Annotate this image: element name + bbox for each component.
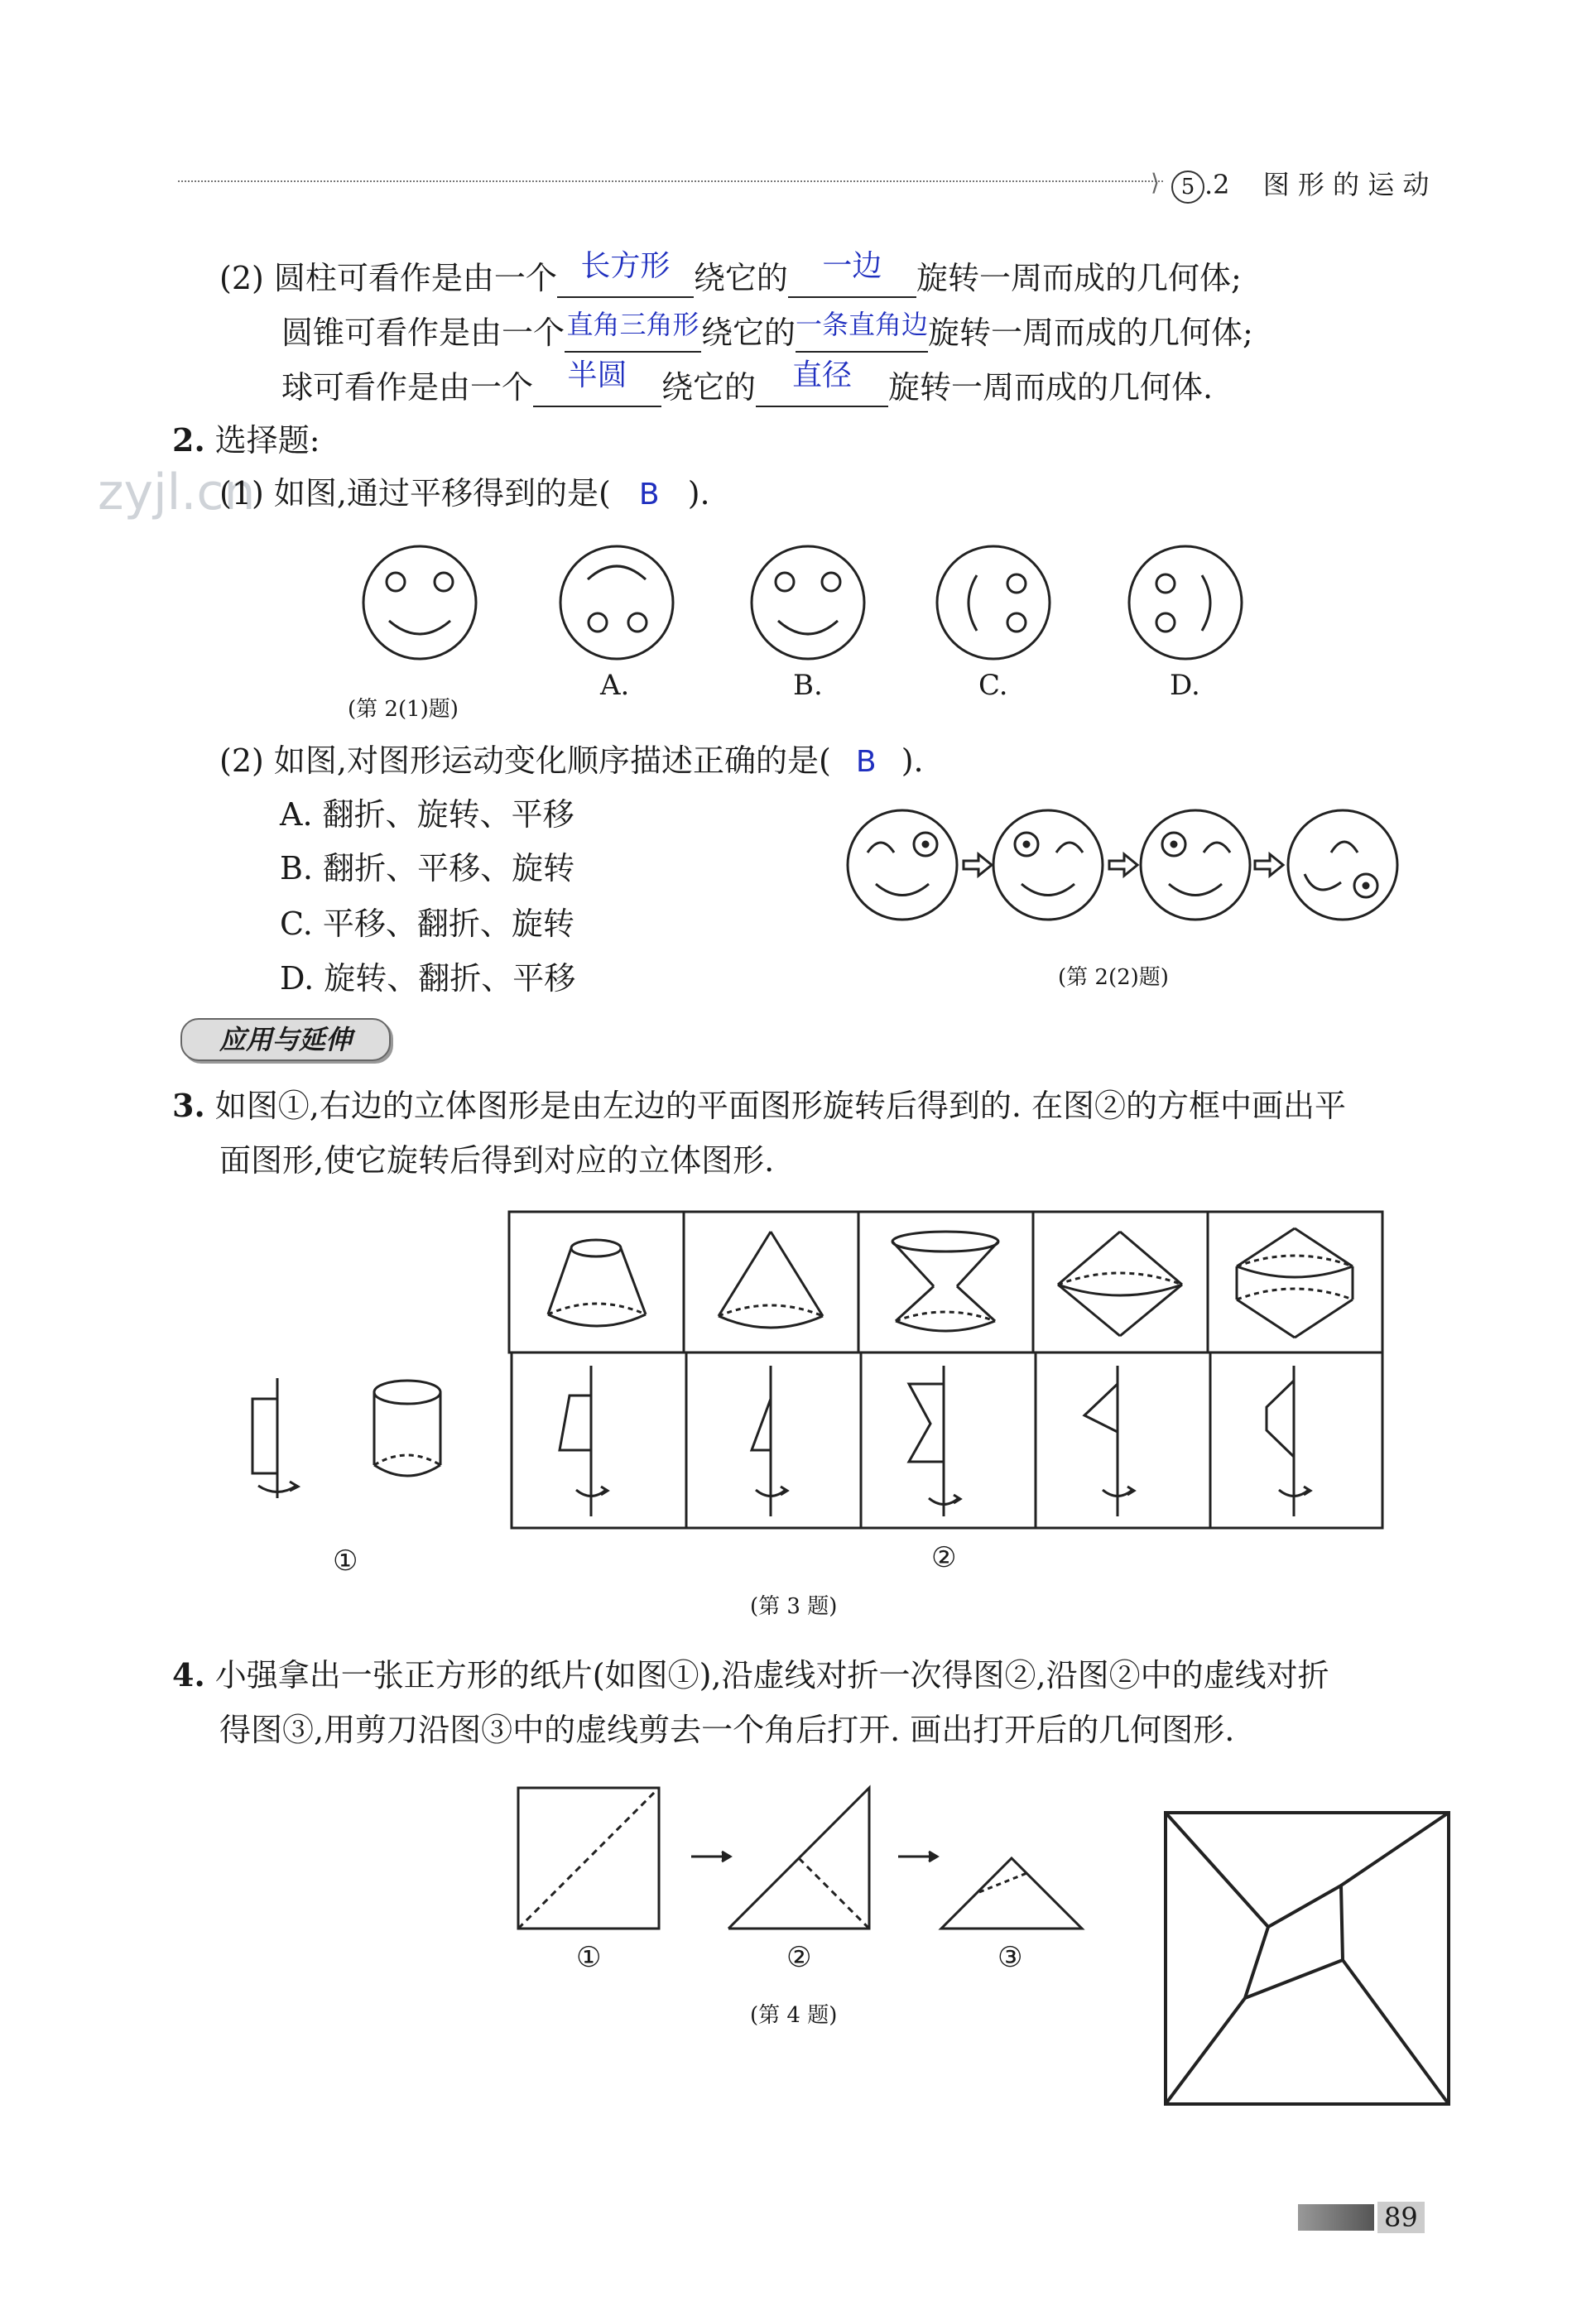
q2-2-option-d: D. 旋转、翻折、平移 xyxy=(280,960,576,997)
section-number-circle: 5 xyxy=(1171,171,1204,204)
option-label-b: B. xyxy=(793,669,823,702)
answer-text-4: 一条直角边 xyxy=(796,309,929,340)
q1-2-l3b: 绕它的 xyxy=(661,369,757,406)
q1-2-l2a: 圆锥可看作是由一个 xyxy=(281,315,565,351)
q4-line2: 得图③,用剪刀沿图③中的虚线剪去一个角后打开. 画出打开后的几何图形. xyxy=(219,1712,1235,1748)
q3-label-2: ② xyxy=(931,1541,957,1574)
seq-face-2 xyxy=(993,810,1103,920)
seq-face-1 xyxy=(848,810,957,920)
fig4-arrow-1 xyxy=(691,1852,730,1862)
seq-face-3 xyxy=(1141,810,1250,920)
q2-2-option-c: C. 平移、翻折、旋转 xyxy=(280,906,574,942)
q4-caption: (第 4 题) xyxy=(750,2003,838,2028)
seq-arrow-1 xyxy=(964,854,992,876)
q2-1-question xyxy=(219,473,710,515)
q4-line1 xyxy=(172,1655,1329,1695)
q2-2-text: (2) 如图,对图形运动变化顺序描述正确的是( xyxy=(219,742,831,779)
seq-arrow-2 xyxy=(1109,854,1137,876)
q4-label-2: ② xyxy=(786,1941,812,1974)
answer-text-3: 直角三角形 xyxy=(566,309,699,340)
answer-text-2: 一边 xyxy=(822,249,882,283)
q1-2-l1c: 旋转一周而成的几何体; xyxy=(916,260,1242,296)
q2-2-option-a: A. 翻折、旋转、平移 xyxy=(280,796,574,833)
section-banner xyxy=(180,1018,391,1061)
q1-2-line2 xyxy=(281,311,1253,353)
option-label-d: D. xyxy=(1170,669,1200,702)
q3-line1 xyxy=(172,1086,1346,1126)
face-option-b xyxy=(752,546,864,659)
q2-1-close: ). xyxy=(687,475,710,512)
q2-title: 选择题: xyxy=(214,422,320,459)
face-original xyxy=(363,546,476,659)
solid-double-frustum xyxy=(892,1232,998,1331)
q4-label-1: ① xyxy=(576,1941,602,1974)
answer-text-6: 直径 xyxy=(792,358,853,392)
answer-shape-2 xyxy=(752,1366,787,1516)
q2-2-close: ). xyxy=(901,742,924,779)
header-rule xyxy=(178,180,1163,182)
answer-shape-3 xyxy=(909,1366,960,1516)
q2-2-caption: (第 2(2)题) xyxy=(1058,965,1169,990)
section-heading xyxy=(1171,164,1429,204)
fig3-table-bottom xyxy=(512,1352,1382,1528)
fig3-rectangle-axis xyxy=(252,1378,298,1498)
q2-1-text: (1) 如图,通过平移得到的是( xyxy=(219,475,611,512)
option-label-c: C. xyxy=(978,669,1008,702)
fig3-cylinder xyxy=(374,1381,440,1476)
q2-2-option-b: B. 翻折、平移、旋转 xyxy=(280,850,575,886)
page-number-bar xyxy=(1298,2204,1374,2231)
face-option-d xyxy=(1129,546,1242,659)
answer-blank-2 xyxy=(788,249,916,298)
q2-1-caption: (第 2(1)题) xyxy=(348,697,459,722)
q2-1-answer: B xyxy=(638,478,660,512)
q1-2-l2b: 绕它的 xyxy=(701,315,796,351)
answer-blank-5 xyxy=(533,358,661,407)
q1-2-line1 xyxy=(219,249,1242,298)
answer-text-5: 半圆 xyxy=(567,358,627,392)
face-option-a xyxy=(560,546,673,659)
q1-2-l3c: 旋转一周而成的几何体. xyxy=(888,369,1214,406)
q4-number: 4. xyxy=(172,1656,205,1693)
q1-2-l2c: 旋转一周而成的几何体; xyxy=(928,315,1253,351)
q1-2-l3a: 球可看作是由一个 xyxy=(281,369,534,406)
answer-text-1: 长方形 xyxy=(580,249,671,283)
solid-frustum xyxy=(548,1240,646,1326)
fig4-small-triangle xyxy=(941,1858,1082,1929)
q2-2-question xyxy=(219,741,924,782)
q3-text1: 如图①,右边的立体图形是由左边的平面图形旋转后得到的. 在图②的方框中画出平 xyxy=(214,1088,1347,1124)
fig4-answer-drawing xyxy=(1166,1813,1449,2104)
fig4-arrow-2 xyxy=(898,1852,937,1862)
q3-number: 3. xyxy=(172,1087,205,1124)
fig4-square xyxy=(518,1788,659,1929)
fig4-triangle xyxy=(728,1788,869,1929)
section-title: 图 形 的 运 动 xyxy=(1262,169,1430,200)
answer-shape-1 xyxy=(560,1366,608,1516)
q3-caption: (第 3 题) xyxy=(750,1594,838,1619)
option-label-a: A. xyxy=(600,669,630,702)
solid-cone xyxy=(719,1232,823,1328)
answer-shape-5 xyxy=(1267,1366,1310,1516)
seq-arrow-3 xyxy=(1255,854,1283,876)
q3-label-1: ① xyxy=(333,1545,358,1578)
section-banner-text: 应用与延伸 xyxy=(219,1024,352,1055)
q3-line2: 面图形,使它旋转后得到对应的立体图形. xyxy=(219,1142,775,1179)
answer-shape-4 xyxy=(1084,1366,1134,1516)
q2-number: 2. xyxy=(172,421,205,459)
seq-face-4 xyxy=(1288,810,1397,920)
page-number: 89 xyxy=(1377,2202,1425,2233)
answer-blank-3 xyxy=(565,311,701,353)
q1-2-l1b: 绕它的 xyxy=(693,260,788,296)
q4-text1: 小强拿出一张正方形的纸片(如图①),沿虚线对折一次得图②,沿图②中的虚线对折 xyxy=(214,1657,1329,1693)
q1-2-line3 xyxy=(281,358,1214,407)
answer-blank-4 xyxy=(796,311,928,353)
solid-cone-cylinder-cone xyxy=(1237,1228,1353,1338)
q2-2-answer: B xyxy=(855,745,877,779)
answer-blank-1 xyxy=(557,249,694,298)
section-suffix: .2 xyxy=(1204,169,1230,200)
q4-label-3: ③ xyxy=(997,1941,1023,1974)
q2-heading xyxy=(172,420,320,460)
header-arrow: ⟩ xyxy=(1151,169,1160,196)
solid-double-cone xyxy=(1058,1232,1182,1336)
watermark: zyjl.cn xyxy=(98,464,256,521)
face-option-c xyxy=(937,546,1050,659)
answer-blank-6 xyxy=(756,358,888,407)
fig3-table-top xyxy=(509,1212,1382,1352)
q1-2-l1a: (2) 圆柱可看作是由一个 xyxy=(219,260,557,296)
